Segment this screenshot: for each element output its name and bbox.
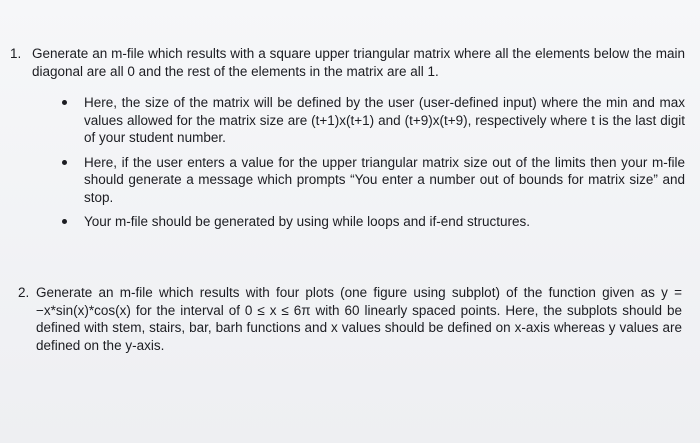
question-2-text: Generate an m-file which results with four plots (one figure using subplot) of the function given as y = −x*sin(x)*cos(x) for the interval of 0 ≤ x ≤ 6π with 60 linearly spaced points. Here, the subplots should be defined with stem, stairs, bar, barh functions and x values should be defined on x-axis whereas y values are defined on the y-axis. bbox=[36, 285, 682, 353]
question-1-bullet bbox=[10, 154, 685, 207]
question-2 bbox=[14, 284, 682, 354]
question-1-bullet-list bbox=[10, 94, 685, 231]
bullet-text: Here, if the user enters a value for the upper triangular matrix size out of the limits then your m-file should generate a message which prompts “You enter a number out of bounds for matrix size” and stop. bbox=[84, 154, 685, 205]
question-1-bullet bbox=[10, 94, 685, 147]
bullet-text: Here, the size of the matrix will be defined by the user (user-defined input) where the min and max values allowed for the matrix size are (t+1)x(t+1) and (t+9)x(t+9), respectively where t is the last digit of your student number. bbox=[84, 95, 685, 145]
question-1-bullet bbox=[10, 213, 685, 231]
bullet-dot-icon bbox=[62, 100, 67, 105]
question-2-number: 2. bbox=[18, 285, 30, 300]
question-1 bbox=[10, 45, 685, 238]
question-1-number: 1. bbox=[10, 46, 22, 61]
bullet-dot-icon bbox=[62, 219, 67, 224]
bullet-dot-icon bbox=[62, 160, 67, 165]
question-1-intro: Generate an m-file which results with a square upper triangular matrix where all the elements below the main diagonal are all 0 and the rest of the elements in the matrix are all 1. bbox=[32, 46, 685, 79]
bullet-text: Your m-file should be generated by using while loops and if-end structures. bbox=[84, 214, 531, 229]
